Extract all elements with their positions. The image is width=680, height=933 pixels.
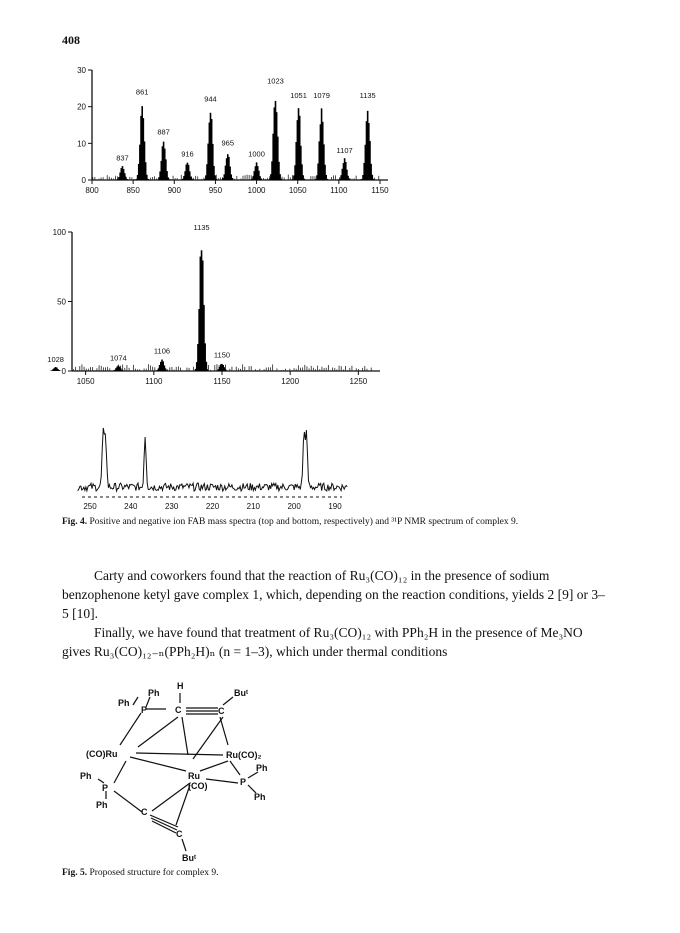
atom-co-ru: (CO)Ru — [86, 749, 118, 759]
atom-c-1: C — [175, 705, 182, 715]
x-tick-label: 950 — [208, 186, 223, 195]
atom-but-1: Buᵗ — [234, 688, 248, 698]
page-number: 408 — [62, 33, 80, 47]
y-tick-label: 100 — [52, 228, 66, 237]
peak-label: 1106 — [153, 346, 171, 356]
nmr-tick-label: 210 — [246, 502, 261, 511]
x-tick-label: 900 — [167, 186, 181, 195]
negative-fab-axes — [53, 228, 380, 386]
peak-label: 916 — [181, 149, 194, 159]
x-tick-label: 1100 — [145, 377, 163, 386]
paragraph-2: Finally, we have found that treatment of Ru₃(CO)₁₂ with PPh₂H in the presence of Me₃NO gives Ru₃(CO)₁₂₋ₙ(PPh₂H)ₙ (n = 1–3), which under thermal conditions — [62, 625, 583, 659]
peak-label: 837 — [116, 153, 129, 163]
p31-nmr-spectrum — [80, 405, 350, 515]
figure5-caption-text: Proposed structure for complex 9. — [89, 868, 219, 878]
y-tick-label: 0 — [81, 176, 86, 185]
nmr-tick-label: 230 — [164, 502, 179, 511]
positive-fab-peak-labels — [116, 76, 376, 162]
peak-label: 944 — [204, 94, 217, 104]
figure4-caption-label: Fig. 4. — [62, 517, 88, 527]
x-tick-label: 1250 — [349, 377, 368, 386]
atom-co: (CO) — [188, 781, 208, 791]
peak-label: 1135 — [359, 91, 376, 100]
atom-h: H — [177, 681, 184, 691]
peak-label: 1135 — [193, 222, 210, 232]
x-tick-label: 850 — [126, 186, 140, 195]
bond-lines — [98, 693, 258, 851]
atom-ru: Ru — [188, 771, 200, 781]
x-tick-label: 1000 — [247, 186, 266, 195]
peak-label: 1150 — [213, 350, 231, 360]
x-tick-label: 1050 — [288, 186, 307, 195]
peak-label: 861 — [135, 87, 149, 97]
figure4-caption-text: Positive and negative ion FAB mass spectra (top and bottom, respectively) and ³¹P NMR spectrum of complex 9. — [89, 517, 519, 527]
peak-label: 1000 — [248, 149, 265, 159]
positive-fab-peaks — [93, 101, 379, 180]
y-tick-label: 20 — [77, 102, 86, 112]
y-tick-label: 0 — [61, 367, 66, 376]
figure4-caption — [62, 515, 612, 529]
peak-label: 1028 — [47, 354, 64, 364]
atom-c-2: C — [218, 706, 225, 716]
peak-label: 1023 — [267, 76, 284, 86]
x-tick-label: 1150 — [371, 186, 389, 195]
x-tick-label: 800 — [85, 186, 99, 195]
atom-ph-5: Ph — [80, 771, 92, 781]
x-tick-label: 1150 — [213, 377, 231, 386]
peak-label: 1107 — [336, 146, 353, 155]
y-tick-label: 10 — [77, 139, 86, 149]
atom-ph-3: Ph — [256, 763, 268, 773]
peak-label: 965 — [221, 138, 235, 148]
atom-ru-co2: Ru(CO)₂ — [226, 750, 262, 760]
negative-fab-peaks — [50, 250, 372, 371]
peak-label: 1051 — [290, 91, 307, 100]
atom-but-2: Buᵗ — [182, 853, 196, 863]
atom-ph-2: Ph — [148, 688, 160, 698]
atom-ph-6: Ph — [96, 800, 108, 810]
positive-fab-spectrum — [60, 60, 400, 200]
complex-9-structure — [78, 675, 308, 865]
figure5-caption — [62, 866, 562, 880]
atom-c-4: C — [176, 829, 183, 839]
atom-p-3: P — [102, 783, 109, 793]
nmr-tick-label: 240 — [124, 502, 138, 511]
atom-ph-1: Ph — [118, 698, 130, 708]
atom-p-1: P — [141, 705, 148, 715]
atom-c-3: C — [141, 807, 148, 817]
x-tick-label: 1100 — [330, 186, 348, 195]
atom-p-2: P — [240, 777, 247, 787]
peak-label: 887 — [157, 127, 170, 137]
paragraph-1: Carty and coworkers found that the reaction of Ru₃(CO)₁₂ in the presence of sodium benzophenone ketyl gave complex 1, which, depending on the reaction conditions, yields 2 [9] or 3–5 [10]. — [62, 568, 605, 621]
nmr-tick-label: 250 — [83, 502, 97, 511]
figure5-caption-label: Fig. 5. — [62, 868, 88, 878]
nmr-tick-label: 220 — [205, 502, 220, 511]
nmr-tick-label: 200 — [287, 502, 301, 511]
x-tick-label: 1050 — [76, 377, 95, 386]
nmr-trace — [78, 428, 348, 491]
negative-fab-spectrum — [47, 218, 390, 390]
atom-ph-4: Ph — [254, 792, 266, 802]
nmr-tick-label: 190 — [328, 502, 342, 511]
x-tick-label: 1200 — [281, 377, 300, 386]
nmr-axis — [82, 497, 342, 511]
y-tick-label: 30 — [77, 66, 86, 75]
peak-label: 1079 — [313, 91, 330, 100]
body-text — [62, 566, 610, 661]
y-tick-label: 50 — [57, 297, 66, 307]
peak-label: 1074 — [110, 353, 127, 363]
